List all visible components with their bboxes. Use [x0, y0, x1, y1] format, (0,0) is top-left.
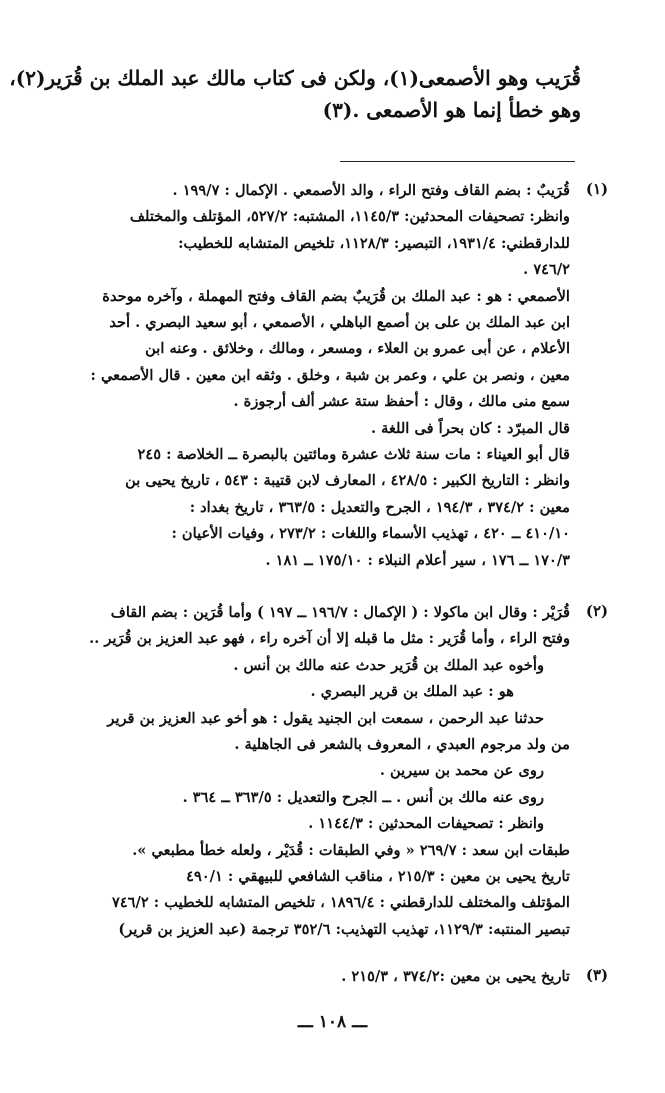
main-text: [9, 62, 581, 126]
footnote-line: ١٧٠/٣ ــ ١٧٦ ، سير أعلام النبلاء : ١٧٥/١٠ ــ ١٨١ .: [265, 551, 570, 569]
footnote-line: وانظر : تصحيفات المحدثين : ١١٤٤/٣ .: [308, 815, 544, 833]
footnote-line: ابن عبد الملك بن على بن أصمع الباهلي ، الأصمعي ، أبو سعيد البصري . أحد: [109, 314, 570, 332]
footnote-line: تاريخ يحيى بن معين : ٢١٥/٣ ، مناقب الشافعي للبيهقي : ٤٩٠/١: [186, 868, 570, 886]
footnote-line: قال أبو العيناء : مات سنة ثلاث عشرة ومائتين بالبصرة ــ الخلاصة : ٢٤٥: [137, 446, 570, 464]
footnote-line: وانظر : التاريخ الكبير : ٤٢٨/٥ ، المعارف لابن قتيبة : ٥٤٣ ، تاريخ يحيى بن: [125, 472, 570, 490]
footnote-line: معين : ٣٧٤/٢ ، ١٩٤/٣ ، الجرح والتعديل : ٣٦٣/٥ ، تاريخ بغداد :: [189, 498, 570, 516]
footnote-line: طبقات ابن سعد : ٢٦٩/٧ « وفي الطبقات : قُدَيْر ، ولعله خطأ مطبعي ».: [132, 841, 570, 859]
footnote-line: سمع منى مالك ، وقال : أحفظ ستة عشر ألف أرجوزة .: [233, 393, 570, 411]
footnote-line: هو : عبد الملك بن قرير البصري .: [310, 683, 514, 701]
footnote-line: من ولد مرجوم العبدي ، المعروف بالشعر فى الجاهلية .: [234, 736, 570, 754]
footnote-number: (٢): [585, 602, 609, 620]
footnote-line: روى عن محمد بن سيرين .: [379, 762, 544, 780]
main-text-line: وهو خطأ إنما هو الأصمعى .(٣): [322, 98, 581, 122]
footnote-body: [45, 178, 570, 574]
footnote-number: (٣): [585, 966, 609, 984]
footnote-line: تاريخ يحيى بن معين :٣٧٤/٢ ، ٢١٥/٣ .: [341, 968, 570, 985]
footnote-line: معين ، ونصر بن علي ، وعمر بن شبة ، وخلق . وثقه ابن معين . قال الأصمعي :: [90, 366, 570, 384]
footnote-line: للدارقطني: ١٩٣١/٤، التبصير: ١١٢٨/٣، تلخيص المتشابه للخطيب:: [178, 234, 570, 252]
footnote-line: روى عنه مالك بن أنس . ــ الجرح والتعديل : ٣٦٣/٥ ــ ٣٦٤ .: [182, 788, 544, 806]
footnote-line: حدثنا عبد الرحمن ، سمعت ابن الجنيد يقول : هو أخو عبد العزيز بن قرير: [107, 709, 544, 727]
footnote-line: ٤١٠/١٠ ــ ٤٢٠ ، تهذيب الأسماء واللغات : ٢٧٣/٢ ، وفيات الأعيان :: [171, 525, 570, 543]
footnote-line: وأخوه عبد الملك بن قُرَير حدث عنه مالك بن أنس .: [233, 656, 544, 674]
footnote-line: تبصير المنتبه: ١١٢٩/٣، تهذيب التهذيب: ٣٥٢/٦ ترجمة (عبد العزيز بن قرير): [118, 920, 570, 938]
page-number: ـــ ١٠٨ ـــ: [297, 1012, 368, 1032]
footnote-body: [45, 600, 570, 943]
footnote-separator: [340, 161, 575, 162]
footnote-line: قُرَيبٌ : بضم القاف وفتح الراء ، والد الأصمعي . الإكمال : ١٩٩/٧ .: [172, 182, 570, 199]
main-text-line: قُرَيب وهو الأصمعى(١)، ولكن فى كتاب مالك عبد الملك بن قُرَير(٢)،: [9, 66, 581, 90]
footnote-line: الأعلام ، عن أبى عمرو بن العلاء ، ومسعر ، ومالك ، وخلائق . وعنه ابن: [145, 340, 570, 358]
footnote-body: [45, 964, 570, 990]
footnote-line: المؤتلف والمختلف للدارقطني : ١٨٩٦/٤ ، تلخيص المتشابه للخطيب : ٧٤٦/٢: [112, 894, 570, 912]
footnote-line: الأصمعي : هو : عبد الملك بن قُرَيبٌ بضم القاف وفتح المهملة ، وآخره موحدة: [102, 287, 570, 305]
footnote-number: (١): [585, 180, 609, 198]
footnote-line: وانظر: تصحيفات المحدثين: ١١٤٥/٣، المشتبه: ٥٢٧/٢، المؤتلف والمختلف: [129, 208, 570, 226]
footnote-line: ٧٤٦/٢ .: [523, 261, 570, 279]
footnote-line: قال المبرّد : كان بحراً فى اللغة .: [371, 419, 570, 437]
footnote-line: قُرَيْر : وقال ابن ماكولا : ( الإكمال : ١٩٦/٧ ــ ١٩٧ ) وأما قُرَين : بضم القاف: [110, 604, 570, 621]
footnote-line: وفتح الراء ، وأما قُرَير : مثل ما قبله إلا أن آخره راء ، فهو عبد العزيز بن قُرَير ..: [89, 630, 570, 648]
